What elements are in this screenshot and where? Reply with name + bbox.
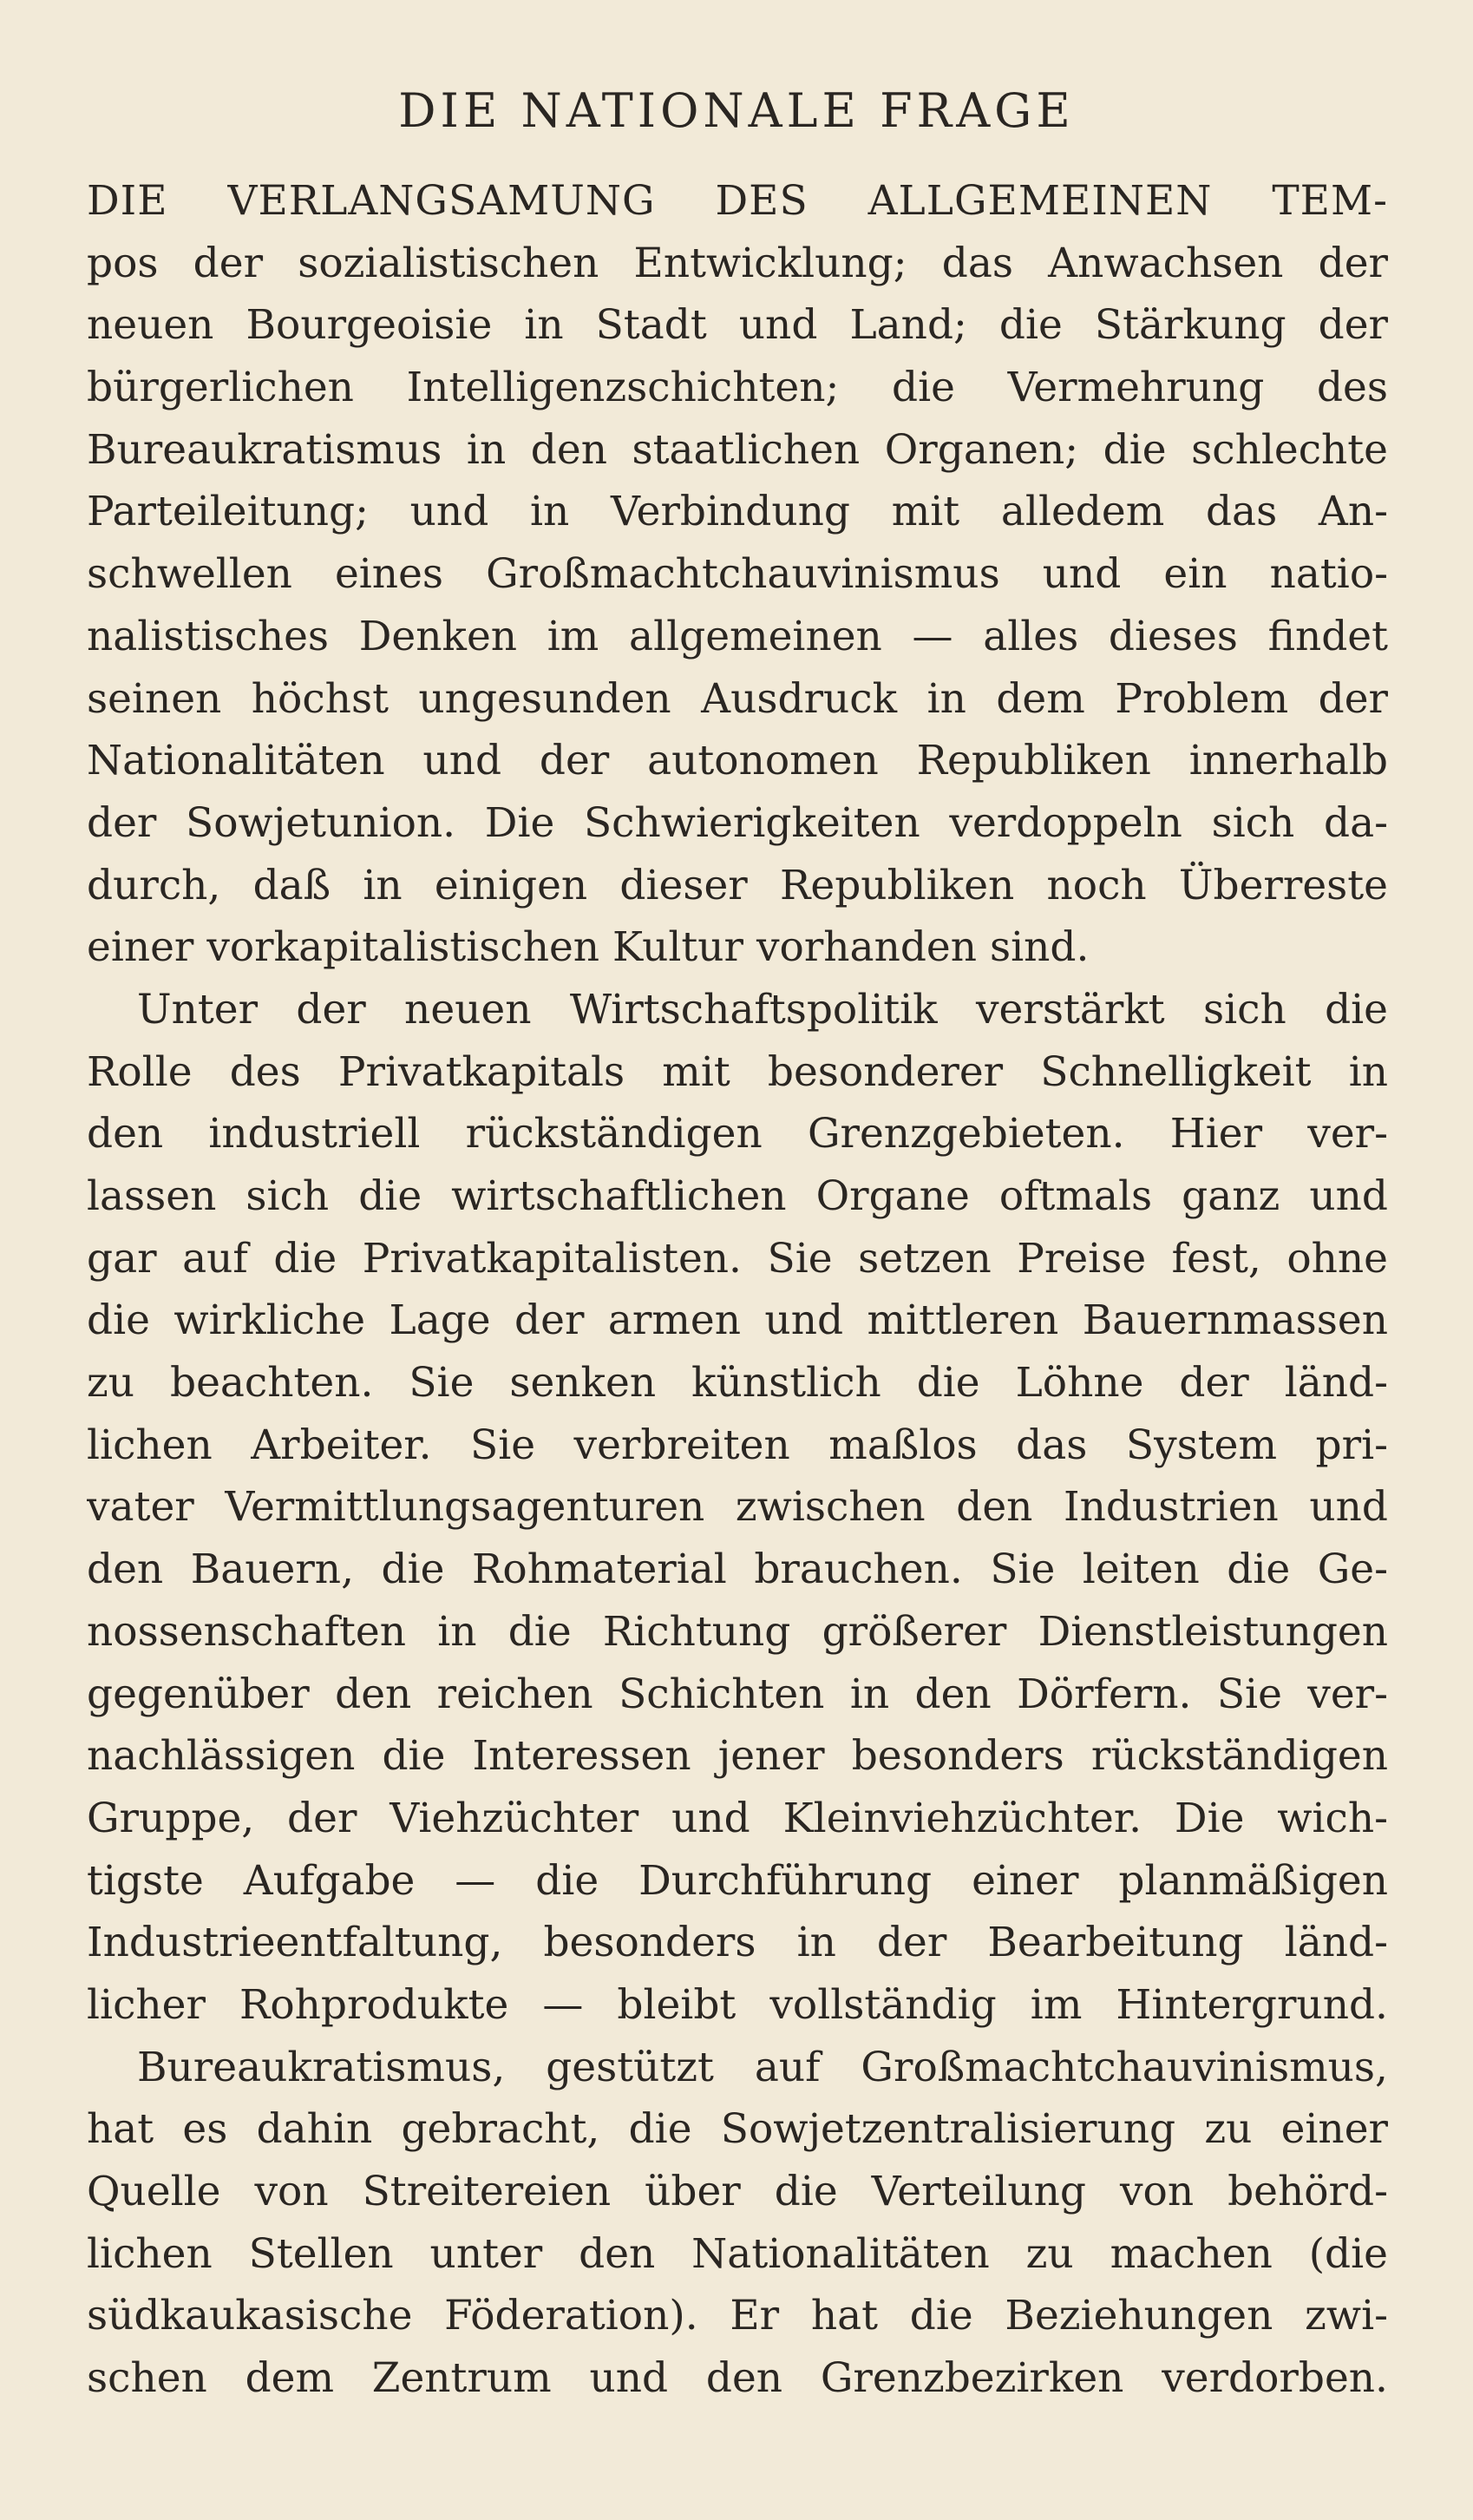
text-line: gegenüber den reichen Schichten in den Dörfern. Sie ver-: [87, 1670, 1388, 1718]
text-line: bürgerlichen Intelligenzschichten; die Vermehrung des: [87, 364, 1388, 412]
text-line: tigste Aufgabe — die Durchführung einer planmäßigen: [87, 1856, 1388, 1905]
text-line: Parteileitung; und in Verbindung mit alledem das An-: [87, 488, 1388, 536]
running-head: DIE NATIONALE FRAGE: [398, 83, 1075, 138]
text-line: den Bauern, die Rohmaterial brauchen. Sie leiten die Ge-: [87, 1545, 1388, 1594]
text-line: nachlässigen die Interessen jener besonders rückständigen: [87, 1732, 1388, 1781]
text-line: die wirkliche Lage der armen und mittleren Bauernmassen: [87, 1296, 1388, 1345]
text-line: gar auf die Privatkapitalisten. Sie setzen Preise fest, ohne: [87, 1234, 1388, 1283]
text-line: südkaukasische Föderation). Er hat die Beziehungen zwi-: [87, 2292, 1388, 2340]
body-text: [87, 170, 1388, 2410]
paragraph: [87, 170, 1388, 979]
text-line: Gruppe, der Viehzüchter und Kleinviehzüchter. Die wich-: [87, 1794, 1388, 1842]
text-line: Bureaukratismus in den staatlichen Organen; die schlechte: [87, 425, 1388, 474]
text-line: lichen Arbeiter. Sie verbreiten maßlos das System pri-: [87, 1421, 1388, 1469]
text-line: DIE VERLANGSAMUNG DES ALLGEMEINEN TEM-: [87, 177, 1388, 225]
text-line: lassen sich die wirtschaftlichen Organe oftmals ganz und: [87, 1172, 1388, 1220]
text-line: den industriell rückständigen Grenzgebieten. Hier ver-: [87, 1110, 1388, 1158]
text-line: der Sowjetunion. Die Schwierigkeiten verdoppeln sich da-: [87, 798, 1388, 847]
text-line: Rolle des Privatkapitals mit besonderer Schnelligkeit in: [87, 1047, 1388, 1096]
text-line: Quelle von Streitereien über die Verteilung von behörd-: [87, 2168, 1388, 2215]
text-line: zu beachten. Sie senken künstlich die Löhne der länd-: [87, 1359, 1388, 1408]
text-line: licher Rohprodukte — bleibt vollständig im Hintergrund.: [87, 1980, 1388, 2029]
paragraph: [87, 979, 1388, 2037]
text-line: pos der sozialistischen Entwicklung; das Anwachsen der: [87, 239, 1388, 287]
text-line: schen dem Zentrum und den Grenzbezirken verdorben.: [87, 2354, 1388, 2403]
paragraph: [87, 2037, 1388, 2410]
text-line: vater Vermittlungsagenturen zwischen den Industrien und: [87, 1483, 1388, 1532]
text-line: neuen Bourgeoisie in Stadt und Land; die Stärkung der: [87, 301, 1388, 350]
text-line: durch, daß in einigen dieser Republiken noch Überreste: [87, 861, 1388, 909]
text-line: Unter der neuen Wirtschaftspolitik verstärkt sich die: [137, 985, 1388, 1034]
text-line: lichen Stellen unter den Nationalitäten zu machen (die: [87, 2229, 1388, 2278]
text-line: seinen höchst ungesunden Ausdruck in dem Problem der: [87, 674, 1388, 723]
text-line: nossenschaften in die Richtung größerer Dienstleistungen: [87, 1607, 1388, 1656]
text-line: Bureaukratismus, gestützt auf Großmachtchauvinismus,: [137, 2043, 1388, 2091]
text-line: einer vorkapitalistischen Kultur vorhanden sind.: [87, 923, 1090, 972]
text-line: nalistisches Denken im allgemeinen — alles dieses findet: [87, 612, 1388, 660]
text-line: Industrieentfaltung, besonders in der Bearbeitung länd-: [87, 1919, 1388, 1967]
text-line: hat es dahin gebracht, die Sowjetzentralisierung zu einer: [87, 2105, 1388, 2154]
text-line: schwellen eines Großmachtchauvinismus und ein natio-: [87, 550, 1388, 599]
text-line: Nationalitäten und der autonomen Republiken innerhalb: [87, 737, 1388, 785]
